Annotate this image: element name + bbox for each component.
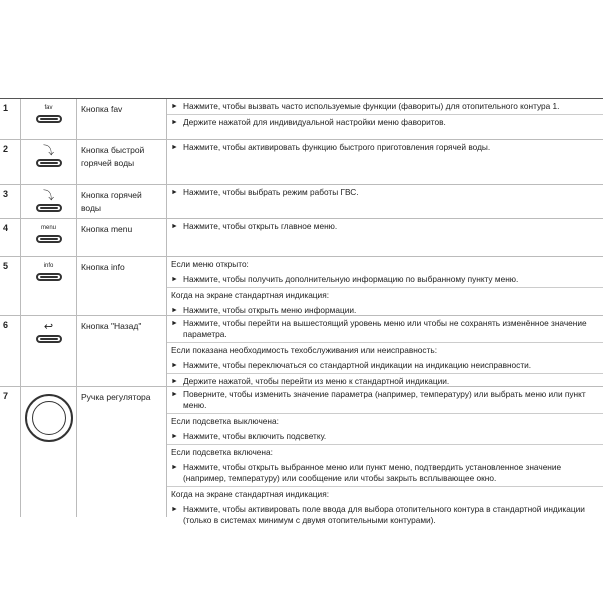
item-text: Нажмите, чтобы включить подсветку. <box>183 431 327 441</box>
item-text: Держите нажатой, чтобы перейти из меню к стандартной индикации. <box>183 376 450 386</box>
row-number: 3 <box>0 185 21 218</box>
button-pill-icon <box>36 335 62 343</box>
description <box>167 316 603 386</box>
button-pill-icon <box>36 204 62 212</box>
condition-heading: Если показана необходимость техобслуживания или неисправность: <box>171 345 437 355</box>
item-text: Нажмите, чтобы открыть выбранное меню или пункт меню, подтвердить установленное значение (например, температуру) или сообщение или чтобы закрыть всплывающее окно. <box>183 462 562 483</box>
table-row <box>0 387 603 525</box>
table-row <box>0 316 603 387</box>
bullet-arrow-icon: ► <box>171 464 178 471</box>
info-button-icon <box>21 257 77 315</box>
condition-group <box>167 257 603 288</box>
condition-group <box>167 387 603 414</box>
list-item <box>167 115 603 130</box>
item-text: Держите нажатой для индивидуальной настройки меню фаворитов. <box>183 117 446 127</box>
table-row <box>0 140 603 185</box>
control-name: Кнопка "Назад" <box>77 316 167 386</box>
list-item <box>167 185 603 200</box>
condition-group <box>167 414 603 445</box>
control-name: Кнопка menu <box>77 219 167 256</box>
condition-group <box>167 445 603 487</box>
icon-label: menu <box>40 225 56 231</box>
condition-heading: Если подсветка включена: <box>171 447 273 457</box>
list-item <box>167 387 603 413</box>
row-number: 2 <box>0 140 21 184</box>
bullet-arrow-icon: ► <box>171 391 178 398</box>
description <box>167 99 603 139</box>
bullet-arrow-icon: ► <box>171 378 178 385</box>
control-name: Кнопка fav <box>77 99 167 139</box>
bullet-arrow-icon: ► <box>171 307 178 314</box>
list-item <box>167 460 603 486</box>
list-item <box>167 140 603 155</box>
item-text: Поверните, чтобы изменить значение параметра (например, температуру) или выбрать меню или пункт меню. <box>183 389 586 410</box>
faucet-icon: ⤵ <box>43 190 54 202</box>
item-text: Нажмите, чтобы открыть главное меню. <box>183 221 338 231</box>
item-text: Нажмите, чтобы выбрать режим работы ГВС. <box>183 187 359 197</box>
table-row <box>0 219 603 257</box>
description <box>167 219 603 256</box>
list-item <box>167 272 603 287</box>
bullet-arrow-icon: ► <box>171 119 178 126</box>
faucet-quick-icon: ⤵ <box>43 145 54 157</box>
row-number: 5 <box>0 257 21 315</box>
item-text: Нажмите, чтобы активировать функцию быстрого приготовления горячей воды. <box>183 142 491 152</box>
condition-heading: Если меню открыто: <box>171 259 249 269</box>
bullet-arrow-icon: ► <box>171 506 178 513</box>
control-name: Кнопка info <box>77 257 167 315</box>
quick-hot-water-button-icon <box>21 140 77 184</box>
back-button-icon <box>21 316 77 386</box>
icon-label: fav <box>44 105 53 111</box>
controls-table <box>0 98 603 525</box>
bullet-arrow-icon: ► <box>171 189 178 196</box>
condition-heading: Если подсветка выключена: <box>171 416 279 426</box>
control-name: Ручка регулятора <box>77 387 167 517</box>
condition-group <box>167 343 603 389</box>
bullet-arrow-icon: ► <box>171 362 178 369</box>
description <box>167 185 603 218</box>
item-text: Нажмите, чтобы переключаться со стандартной индикации на индикацию неисправности. <box>183 360 532 370</box>
bullet-arrow-icon: ► <box>171 144 178 151</box>
table-row <box>0 185 603 219</box>
back-arrow-icon: ↩ <box>43 321 54 333</box>
bullet-arrow-icon: ► <box>171 223 178 230</box>
hot-water-button-icon <box>21 185 77 218</box>
button-pill-icon <box>36 273 62 281</box>
table-row <box>0 257 603 316</box>
condition-heading: Когда на экране стандартная индикация: <box>171 290 329 300</box>
item-text: Нажмите, чтобы перейти на вышестоящий уровень меню или чтобы не сохранять изменённое значение параметра. <box>183 318 587 339</box>
button-pill-icon <box>36 235 62 243</box>
icon-label: info <box>43 263 54 269</box>
control-knob-icon <box>21 387 77 517</box>
knob-inner-ring <box>32 401 66 435</box>
row-number: 7 <box>0 387 21 517</box>
bullet-arrow-icon: ► <box>171 433 178 440</box>
button-pill-icon <box>36 115 62 123</box>
condition-group <box>167 487 603 528</box>
row-number: 6 <box>0 316 21 386</box>
description <box>167 257 603 315</box>
bullet-arrow-icon: ► <box>171 320 178 327</box>
condition-group <box>167 316 603 343</box>
list-item <box>167 429 603 444</box>
condition-group <box>167 288 603 318</box>
item-text: Нажмите, чтобы вызвать часто используемые функции (фавориты) для отопительного контура 1. <box>183 101 560 111</box>
description <box>167 140 603 184</box>
knob-outer-ring <box>25 394 73 442</box>
bullet-arrow-icon: ► <box>171 103 178 110</box>
description <box>167 387 603 525</box>
control-name: Кнопка быстрой горячей воды <box>77 140 167 184</box>
condition-heading: Когда на экране стандартная индикация: <box>171 489 329 499</box>
item-text: Нажмите, чтобы получить дополнительную информацию по выбранному пункту меню. <box>183 274 519 284</box>
item-text: Нажмите, чтобы активировать поле ввода для выбора отопительного контура в стандартной индикации (только в системах минимум с двумя отопительными контурами). <box>183 504 585 525</box>
list-item <box>167 502 603 528</box>
list-item <box>167 99 603 115</box>
list-item <box>167 219 603 234</box>
item-text: Нажмите, чтобы открыть меню информации. <box>183 305 357 315</box>
button-pill-icon <box>36 159 62 167</box>
bullet-arrow-icon: ► <box>171 276 178 283</box>
row-number: 4 <box>0 219 21 256</box>
table-row <box>0 99 603 140</box>
menu-button-icon <box>21 219 77 256</box>
list-item <box>167 316 603 342</box>
control-name: Кнопка горячей воды <box>77 185 167 218</box>
row-number: 1 <box>0 99 21 139</box>
fav-button-icon <box>21 99 77 139</box>
list-item <box>167 358 603 374</box>
